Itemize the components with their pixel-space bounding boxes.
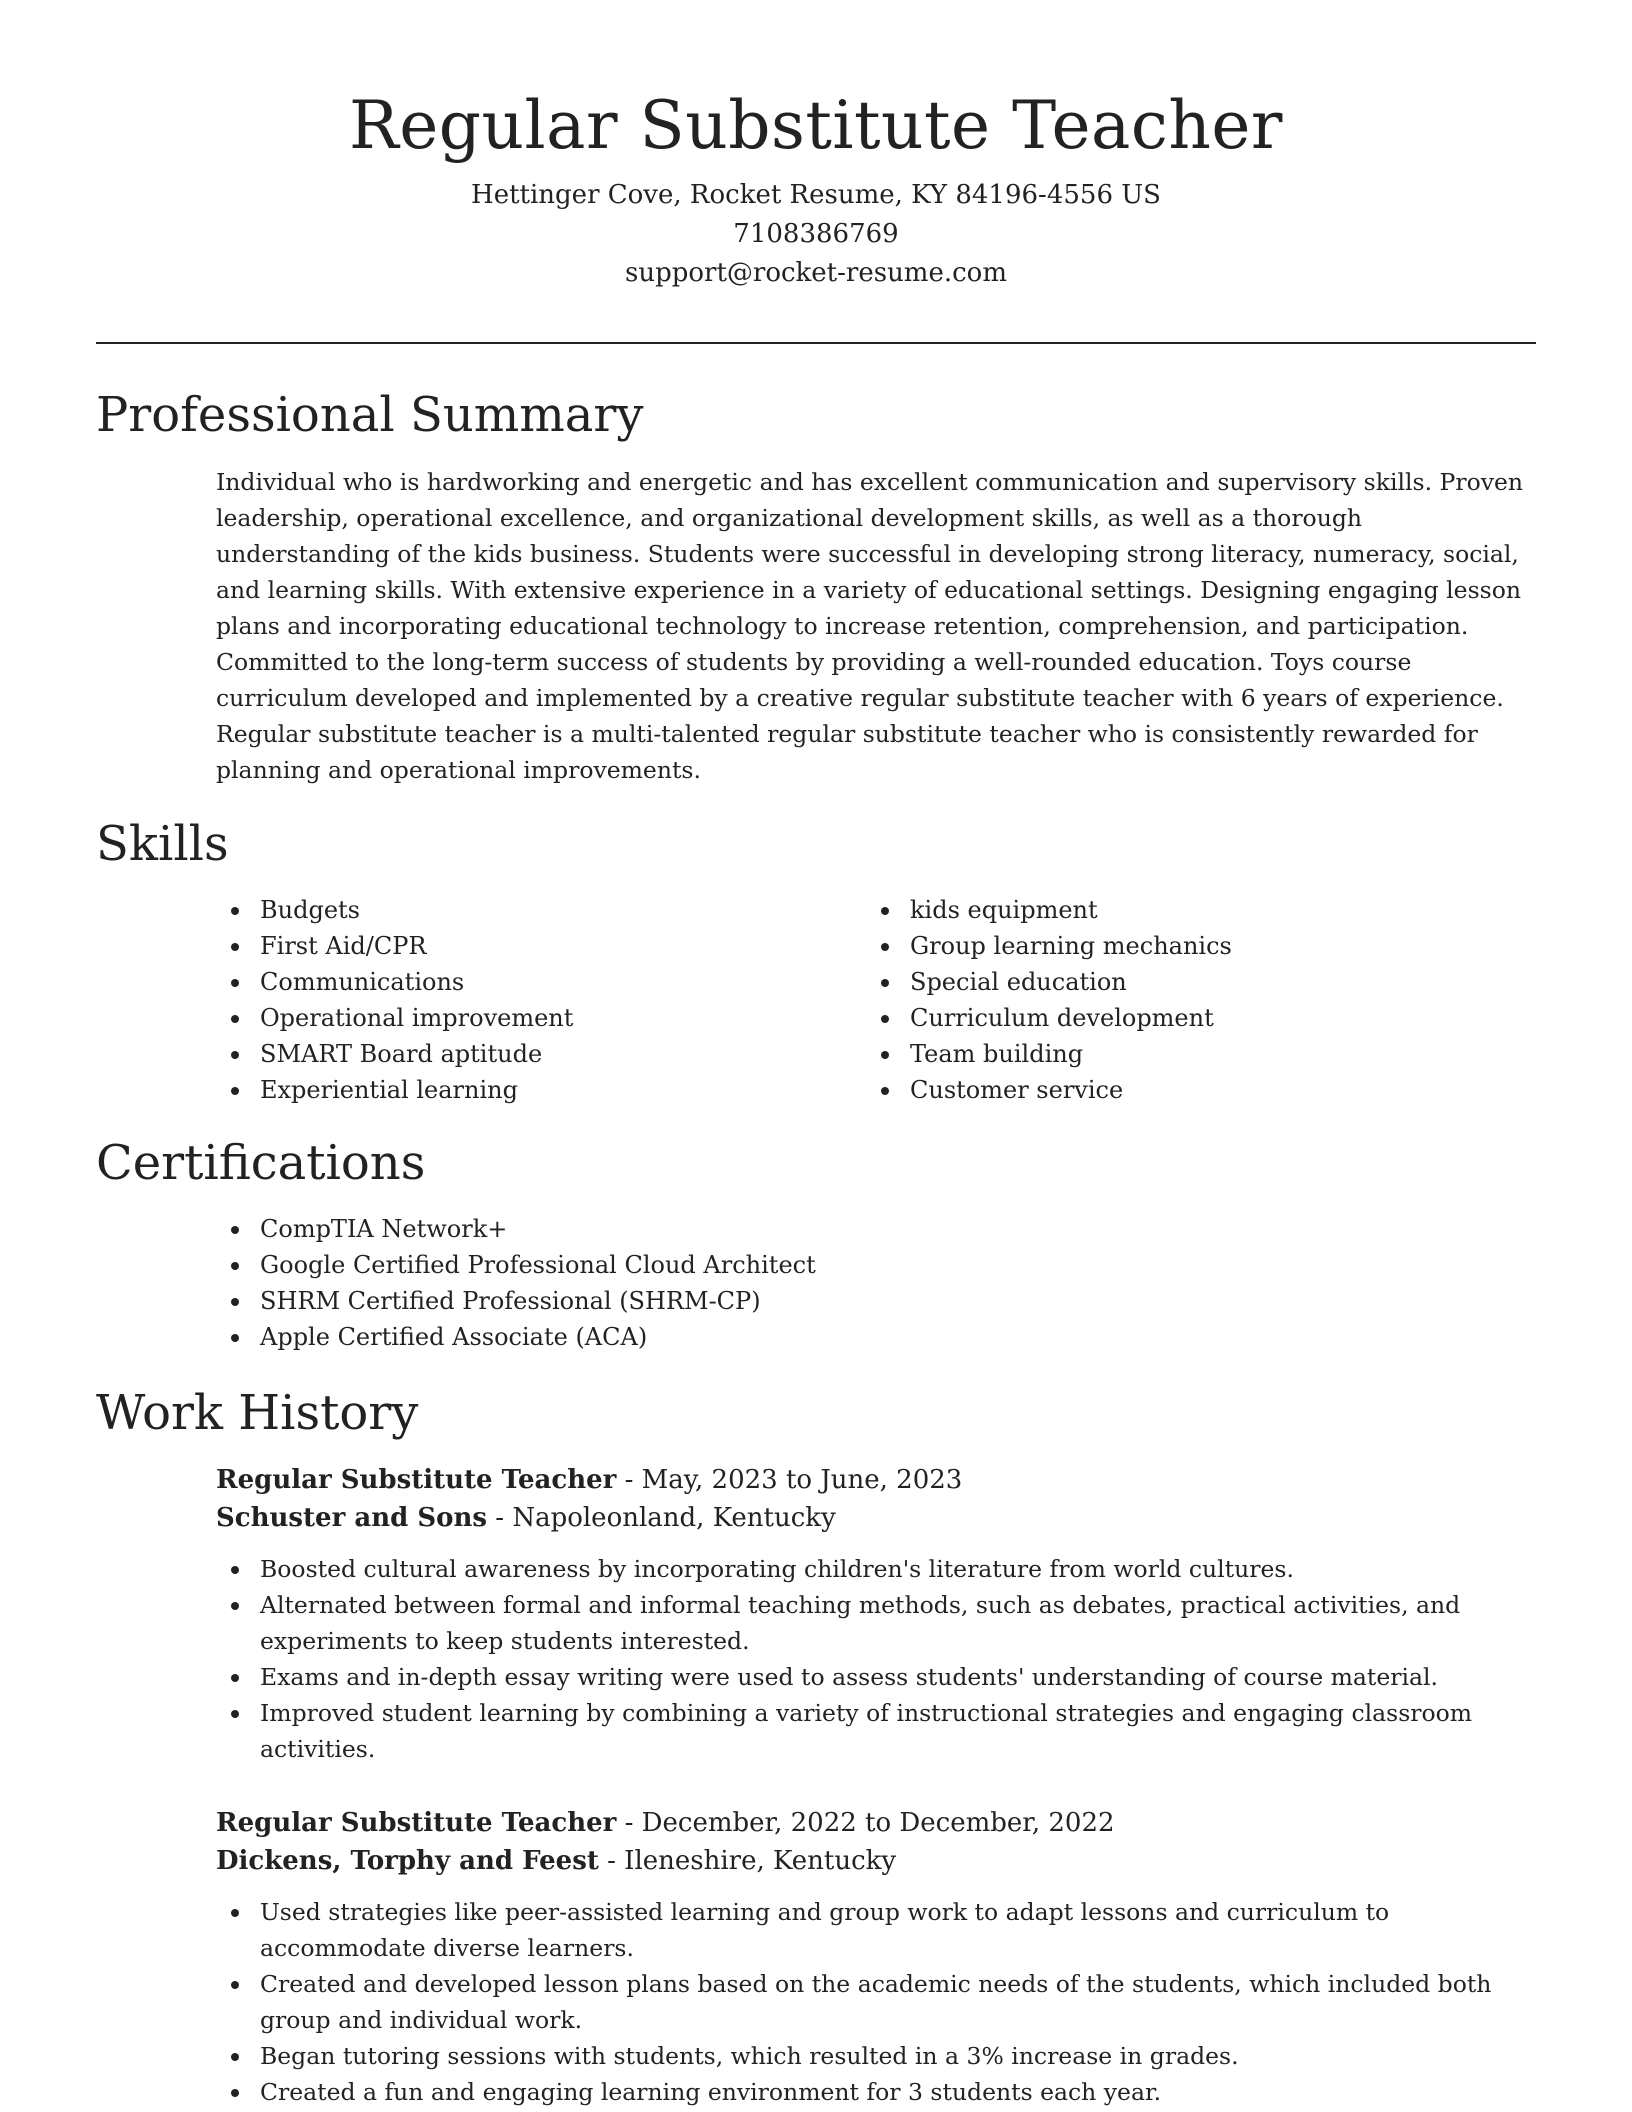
job-bullets [216, 1894, 1536, 2110]
summary-text: Individual who is hardworking and energetic and has excellent communication and supervisory skills. Proven leadership, operational excellence, and organizational development skills, as well as a thorough understanding of the kids business. Students were successful in developing strong literacy, numeracy, social, and learning skills. With extensive experience in a variety of educational settings. Designing engaging lesson plans and incorporating educational technology to increase retention, comprehension, and participation. Committed to the long-term success of students by providing a well-rounded education. Toys course curriculum developed and implemented by a creative regular substitute teacher with 6 years of experience. Regular substitute teacher is a multi-talented regular substitute teacher who is consistently rewarded for planning and operational improvements. [216, 468, 1524, 784]
contact-email: support@rocket-resume.com [624, 258, 1007, 288]
job-bullets [216, 1551, 1536, 1767]
certification-item: SHRM Certified Professional (SHRM-CP) [216, 1283, 1516, 1319]
job-title: Regular Substitute Teacher [216, 1808, 617, 1838]
contact-address: Hettinger Cove, Rocket Resume, KY 84196-4556 US [471, 180, 1161, 210]
resume-header [96, 82, 1536, 293]
certification-item: CompTIA Network+ [216, 1211, 1516, 1247]
skills-list-left [216, 892, 856, 1108]
skill-item: Operational improvement [216, 1000, 856, 1036]
certification-item: Google Certified Professional Cloud Architect [216, 1247, 1516, 1283]
job-entry [216, 1461, 1536, 1767]
skill-item: Experiential learning [216, 1072, 856, 1108]
skill-item: Budgets [216, 892, 856, 928]
skill-item: Communications [216, 964, 856, 1000]
skill-item: Curriculum development [866, 1000, 1506, 1036]
job-location: - Ileneshire, Kentucky [598, 1846, 897, 1876]
summary-heading: Professional Summary [96, 387, 644, 443]
certification-item: Apple Certified Associate (ACA) [216, 1319, 1516, 1355]
job-dates: - December, 2022 to December, 2022 [616, 1808, 1115, 1838]
certifications-list [216, 1211, 1516, 1355]
job-bullet: Boosted cultural awareness by incorporating children's literature from world cultures. [216, 1551, 1536, 1587]
job-bullet: Alternated between formal and informal teaching methods, such as debates, practical activities, and experiments to keep students interested. [216, 1587, 1536, 1659]
skill-item: Special education [866, 964, 1506, 1000]
candidate-name: Regular Substitute Teacher [349, 87, 1283, 164]
job-entry [216, 1804, 1536, 2110]
job-company: Schuster and Sons [216, 1503, 487, 1533]
skills-heading: Skills [96, 816, 229, 872]
job-bullet: Created and developed lesson plans based on the academic needs of the students, which included both group and individual work. [216, 1966, 1536, 2038]
work-history-heading: Work History [96, 1385, 419, 1441]
job-title-line [216, 1804, 1536, 1842]
job-company-line [216, 1842, 1536, 1880]
job-title-line [216, 1461, 1536, 1499]
skills-list-right [866, 892, 1506, 1108]
job-company: Dickens, Torphy and Feest [216, 1846, 599, 1876]
job-location: - Napoleonland, Kentucky [487, 1503, 836, 1533]
header-divider [96, 342, 1536, 344]
job-bullet: Began tutoring sessions with students, which resulted in a 3% increase in grades. [216, 2038, 1536, 2074]
job-bullet: Created a fun and engaging learning environment for 3 students each year. [216, 2074, 1536, 2110]
skill-item: kids equipment [866, 892, 1506, 928]
job-bullet: Used strategies like peer-assisted learning and group work to adapt lessons and curriculum to accommodate diverse learners. [216, 1894, 1536, 1966]
job-bullet: Improved student learning by combining a variety of instructional strategies and engaging classroom activities. [216, 1695, 1536, 1767]
job-company-line [216, 1499, 1536, 1537]
skill-item: Team building [866, 1036, 1506, 1072]
skill-item: Customer service [866, 1072, 1506, 1108]
skill-item: Group learning mechanics [866, 928, 1506, 964]
skill-item: First Aid/CPR [216, 928, 856, 964]
contact-phone: 7108386769 [733, 219, 899, 249]
job-dates: - May, 2023 to June, 2023 [616, 1465, 963, 1495]
skill-item: SMART Board aptitude [216, 1036, 856, 1072]
job-bullet: Exams and in-depth essay writing were used to assess students' understanding of course material. [216, 1659, 1536, 1695]
job-title: Regular Substitute Teacher [216, 1465, 617, 1495]
certifications-heading: Certifications [96, 1135, 426, 1191]
